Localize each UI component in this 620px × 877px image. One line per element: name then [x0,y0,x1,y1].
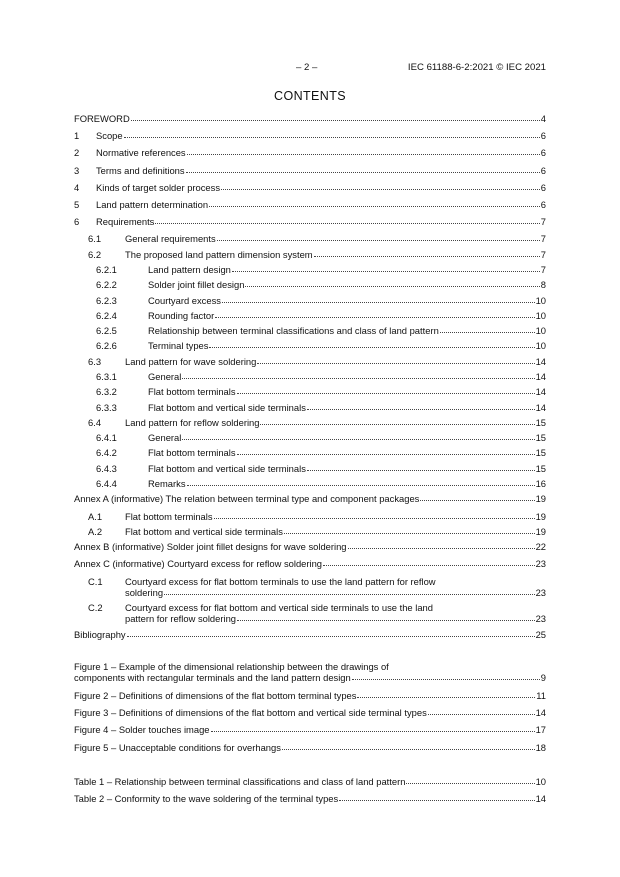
table-of-contents [74,113,546,646]
toc-title: Courtyard excess for flat bottom and vertical side terminals to use the land [125,602,433,614]
toc-page: 4 [540,113,546,124]
toc-number: 6.2.4 [96,309,117,321]
toc-page: 10 [535,309,546,321]
toc-entry[interactable] [74,295,546,310]
toc-title: Flat bottom and vertical side terminals [125,525,283,537]
toc-entry[interactable] [74,216,546,233]
dot-leader [186,171,540,173]
toc-entry[interactable] [74,602,546,629]
toc-title: Relationship between terminal classifications and class of land pattern [148,325,439,337]
figure-entry[interactable] [74,724,546,741]
toc-number: C.2 [88,602,103,614]
dot-leader [187,484,535,486]
dot-leader [232,270,540,272]
toc-page: 16 [535,478,546,490]
toc-entry[interactable] [74,526,546,541]
toc-title: Annex A (informative) The relation between terminal type and component packages [74,493,420,505]
toc-entry[interactable] [74,558,546,575]
toc-number: 3 [74,164,80,176]
toc-number: 5 [74,198,80,210]
toc-page: 22 [535,541,546,553]
toc-entry[interactable] [74,113,546,130]
toc-page: 19 [535,525,546,537]
dot-leader [260,423,534,425]
toc-page: 7 [540,233,546,245]
toc-number: 6.2.2 [96,279,117,291]
dot-leader [182,438,534,440]
toc-title: Solder joint fillet design [148,279,245,291]
toc-entry[interactable] [74,325,546,340]
dot-leader [307,469,535,471]
toc-entry[interactable] [74,493,546,510]
toc-title: FOREWORD [74,113,130,124]
toc-page: 23 [535,613,546,625]
toc-title: Land pattern determination [96,198,209,210]
toc-number: 1 [74,130,80,142]
toc-title: Land pattern design [148,263,231,275]
table-page: 10 [535,776,546,787]
dot-leader [428,713,535,715]
toc-number: A.1 [88,510,103,522]
table-entry[interactable] [74,776,546,793]
document-id: IEC 61188-6-2:2021 © IEC 2021 [407,62,546,73]
toc-title: Flat bottom and vertical side terminals [148,401,306,413]
toc-number: 6.2.3 [96,294,117,306]
toc-page: 15 [535,447,546,459]
figure-page: 17 [535,724,546,736]
toc-number: 6.4 [88,416,102,428]
toc-entry[interactable] [74,386,546,401]
toc-page: 15 [535,416,546,428]
toc-entry[interactable] [74,478,546,493]
dot-leader [217,239,540,241]
toc-page: 7 [540,248,546,260]
toc-page: 6 [540,164,546,176]
dot-leader [257,362,534,364]
figure-title: Figure 2 – Definitions of dimensions of the flat bottom terminal types [74,690,357,701]
dot-leader [131,119,540,121]
dot-leader [314,255,540,257]
toc-page: 14 [535,386,546,398]
toc-number: 6 [74,216,80,228]
toc-number: A.2 [88,525,103,537]
toc-entry[interactable] [74,371,546,386]
toc-entry[interactable] [74,629,546,646]
toc-entry[interactable] [74,147,546,164]
dot-leader [307,408,535,410]
dot-leader [209,346,534,348]
figure-title: Figure 3 – Definitions of dimensions of the flat bottom and vertical side terminal types [74,707,427,719]
list-of-figures [74,661,546,759]
dot-leader [209,205,540,207]
toc-title: Kinds of target solder process [96,181,221,193]
dot-leader [214,517,535,519]
toc-title: Courtyard excess [148,294,221,306]
dot-leader [357,696,535,698]
toc-page: 7 [540,216,546,228]
toc-title-continued: soldering [125,586,164,598]
toc-number: C.1 [88,575,103,587]
toc-page: 7 [540,263,546,275]
dot-leader [164,593,535,595]
page-number: – 2 – [296,62,318,73]
toc-entry[interactable] [74,432,546,447]
toc-title: Terminal types [148,340,209,352]
figure-entry[interactable] [74,707,546,724]
toc-title: Land pattern for reflow soldering [125,416,260,428]
toc-entry[interactable] [74,199,546,216]
dot-leader [339,799,534,801]
dot-leader [406,782,534,784]
figure-title: Figure 4 – Solder touches image [74,724,210,736]
toc-page: 10 [535,294,546,306]
toc-title: The proposed land pattern dimension system [125,248,313,260]
dot-leader [284,532,535,534]
toc-entry[interactable] [74,249,546,264]
toc-entry[interactable] [74,130,546,147]
toc-number: 6.4.1 [96,432,117,444]
figure-title-continued: components with rectangular terminals and the land pattern design [74,672,351,683]
dot-leader [352,678,540,680]
table-title: Table 1 – Relationship between terminal classifications and class of land pattern [74,776,406,787]
table-page: 14 [535,793,546,805]
dot-leader [155,222,539,224]
toc-title: Flat bottom and vertical side terminals [148,462,306,474]
toc-number: 2 [74,147,80,159]
toc-entry[interactable] [74,417,546,432]
list-of-tables [74,776,546,810]
dot-leader [221,188,540,190]
toc-title: Requirements [96,216,155,228]
toc-page: 15 [535,432,546,444]
toc-entry[interactable] [74,310,546,325]
dot-leader [237,392,535,394]
toc-page: 14 [535,355,546,367]
toc-entry[interactable] [74,182,546,199]
toc-entry[interactable] [74,279,546,294]
toc-title: Bibliography [74,629,126,641]
figure-page: 18 [535,741,546,753]
toc-number: 6.3 [88,355,102,367]
toc-title: Scope [96,130,123,142]
toc-number: 6.3.1 [96,370,117,382]
figure-entry[interactable] [74,742,546,759]
toc-number: 4 [74,181,80,193]
toc-entry[interactable] [74,356,546,371]
toc-title: Terms and definitions [96,164,185,176]
figure-title: Figure 1 – Example of the dimensional relationship between the drawings of [74,661,389,672]
dot-leader [211,730,535,732]
toc-title: General [148,432,182,444]
toc-page: 15 [535,462,546,474]
figure-entry[interactable] [74,661,546,690]
dot-leader [348,547,535,549]
toc-number: 6.4.2 [96,447,117,459]
dot-leader [215,316,534,318]
toc-page: 10 [535,340,546,352]
page-header [0,62,620,76]
toc-title: Remarks [148,478,186,490]
toc-page: 6 [540,181,546,193]
toc-page: 23 [535,586,546,598]
toc-title-continued: pattern for reflow soldering [125,613,236,625]
toc-number: 6.4.4 [96,478,117,490]
toc-title: General [148,370,182,382]
toc-page: 25 [535,629,546,641]
toc-number: 6.4.3 [96,462,117,474]
table-entry[interactable] [74,793,546,810]
toc-number: 6.3.2 [96,386,117,398]
toc-entry[interactable] [74,541,546,558]
dot-leader [420,499,534,501]
dot-leader [187,153,540,155]
dot-leader [124,136,540,138]
toc-page: 14 [535,401,546,413]
dot-leader [222,301,535,303]
toc-title: General requirements [125,233,216,245]
table-title: Table 2 – Conformity to the wave soldering of the terminal types [74,793,339,805]
toc-number: 6.3.3 [96,401,117,413]
toc-entry[interactable] [74,340,546,355]
toc-number: 6.1 [88,233,102,245]
toc-entry[interactable] [74,447,546,462]
toc-entry[interactable] [74,511,546,526]
toc-page: 14 [535,370,546,382]
dot-leader [182,377,534,379]
toc-title: Flat bottom terminals [148,447,236,459]
toc-title: Courtyard excess for flat bottom terminals to use the land pattern for reflow [125,575,436,587]
dot-leader [245,285,539,287]
toc-title: Normative references [96,147,186,159]
toc-title: Flat bottom terminals [125,510,213,522]
toc-page: 8 [540,279,546,291]
contents-title: CONTENTS [274,89,346,103]
toc-title: Annex B (informative) Solder joint fillet designs for wave soldering [74,541,347,553]
toc-entry[interactable] [74,463,546,478]
dot-leader [440,331,535,333]
toc-title: Annex C (informative) Courtyard excess for reflow soldering [74,558,323,570]
toc-entry[interactable] [74,264,546,279]
dot-leader [237,453,535,455]
dot-leader [282,748,535,750]
toc-entry[interactable] [74,402,546,417]
toc-number: 6.2.5 [96,325,117,337]
toc-page: 6 [540,147,546,159]
toc-entry[interactable] [74,165,546,182]
toc-title: Flat bottom terminals [148,386,236,398]
toc-entry[interactable] [74,233,546,248]
toc-title: Land pattern for wave soldering [125,355,257,367]
figure-title: Figure 5 – Unacceptable conditions for overhangs [74,741,281,753]
toc-page: 19 [535,510,546,522]
toc-page: 19 [535,493,546,505]
toc-number: 6.2.1 [96,263,117,275]
figure-page: 11 [536,690,546,701]
toc-number: 6.2 [88,248,102,260]
dot-leader [237,619,535,621]
toc-title: Rounding factor [148,309,215,321]
toc-entry[interactable] [74,576,546,603]
dot-leader [127,635,535,637]
toc-page: 10 [535,325,546,337]
figure-entry[interactable] [74,690,546,707]
figure-page: 14 [535,707,546,719]
toc-page: 6 [540,198,546,210]
dot-leader [323,564,535,566]
toc-page: 23 [535,558,546,570]
figure-page: 9 [540,672,546,683]
toc-number: 6.2.6 [96,340,117,352]
toc-page: 6 [540,130,546,142]
